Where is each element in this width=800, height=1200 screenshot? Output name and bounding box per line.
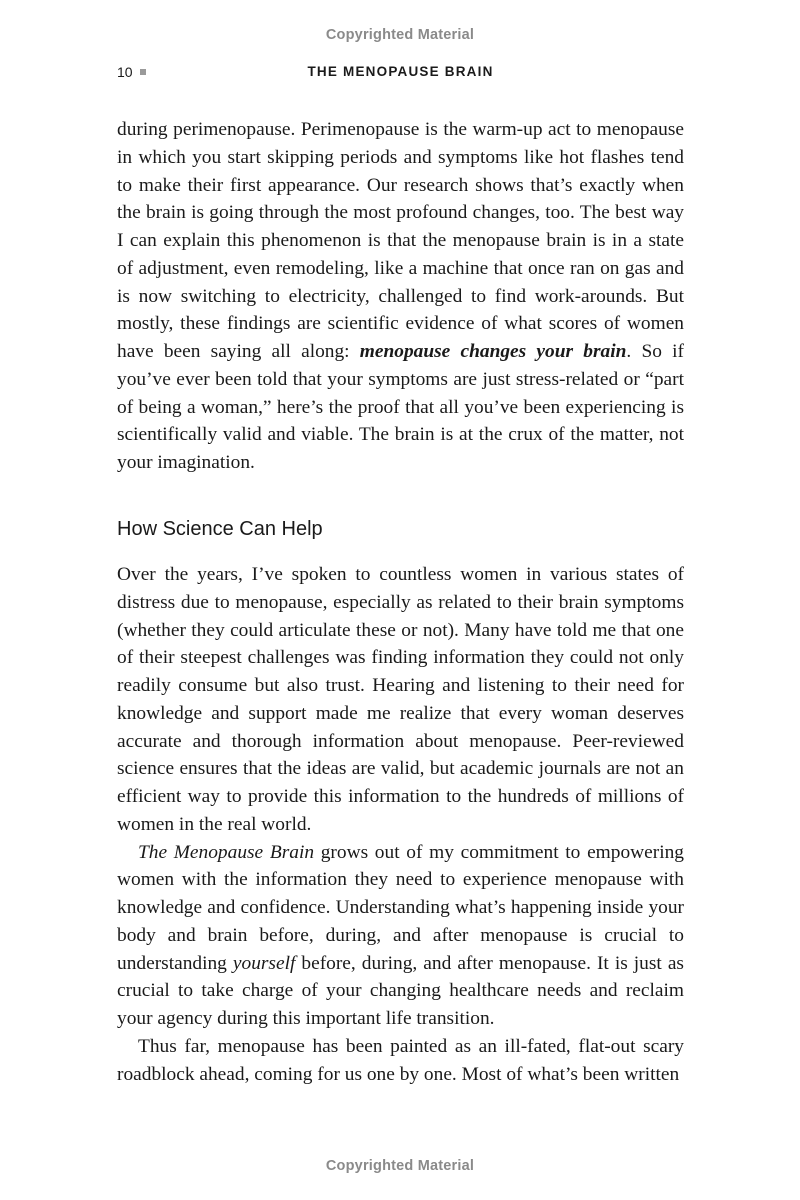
body-text-section <box>117 561 684 1088</box>
page-number: 10 <box>117 64 133 80</box>
paragraph-over-the-years: Over the years, I’ve spoken to countless women in various states of distress due to menopause, especially as related to their brain symptoms (whether they could articulate these or not). Many have told me that one of their steepest challenges was finding information they could not only readily consume but also trust. Hearing and listening to their need for knowledge and support made me realize that every woman deserves accurate and thorough information about menopause. Peer-reviewed science ensures that the ideas are valid, but academic journals are not an efficient way to provide this information to the hundreds of millions of women in the real world. <box>117 564 684 835</box>
running-header <box>117 64 684 84</box>
paragraph-text: during perimenopause. Perimenopause is the warm-up act to menopause in which you start skipping periods and symptoms like hot flashes tend to make their first appearance. Our research shows that’s exactly when the brain is going through the most profound changes, too. The best way I can explain this phenomenon is that the menopause brain is in a state of adjustment, even remodeling, like a machine that once ran on gas and is now switching to electricity, challenged to find work-arounds. But mostly, these findings are scientific evidence of what scores of women have been saying all along: <box>117 119 684 362</box>
copyright-watermark-bottom: Copyrighted Material <box>325 1158 475 1174</box>
running-title: THE MENOPAUSE BRAIN <box>307 64 494 79</box>
paragraph-perimenopause <box>117 116 684 477</box>
italic-word: yourself <box>232 952 296 974</box>
book-title: The Menopause Brain <box>138 841 315 863</box>
body-text-top <box>117 116 684 477</box>
paragraph-book-purpose <box>117 839 684 1033</box>
paragraph-thus-far: Thus far, menopause has been painted as an ill-fated, flat-out scary roadblock ahead, coming for us one by one. Most of what’s been written <box>117 1035 684 1085</box>
paragraph-text: grows out of my commitment to empowering women with the information they need to experience menopause with knowledge and confidence. Understanding what’s happening inside your body and brain before, during, and after menopause is crucial to understanding <box>117 841 684 974</box>
paragraph-text: . So if you’ve ever been told that your symptoms are just stress-related or “part of being a woman,” here’s the proof that all you’ve been experiencing is scientifically valid and viable. The brain is at the crux of the matter, not your imagination. <box>117 341 684 473</box>
copyright-watermark-top: Copyrighted Material <box>325 27 475 43</box>
paragraph-text: before, during, and after menopause. It is just as crucial to take charge of your changing healthcare needs and reclaim your agency during this important life transition. <box>117 952 684 1029</box>
emphasis-phrase: menopause changes your brain <box>359 341 627 362</box>
section-heading: How Science Can Help <box>117 518 323 540</box>
